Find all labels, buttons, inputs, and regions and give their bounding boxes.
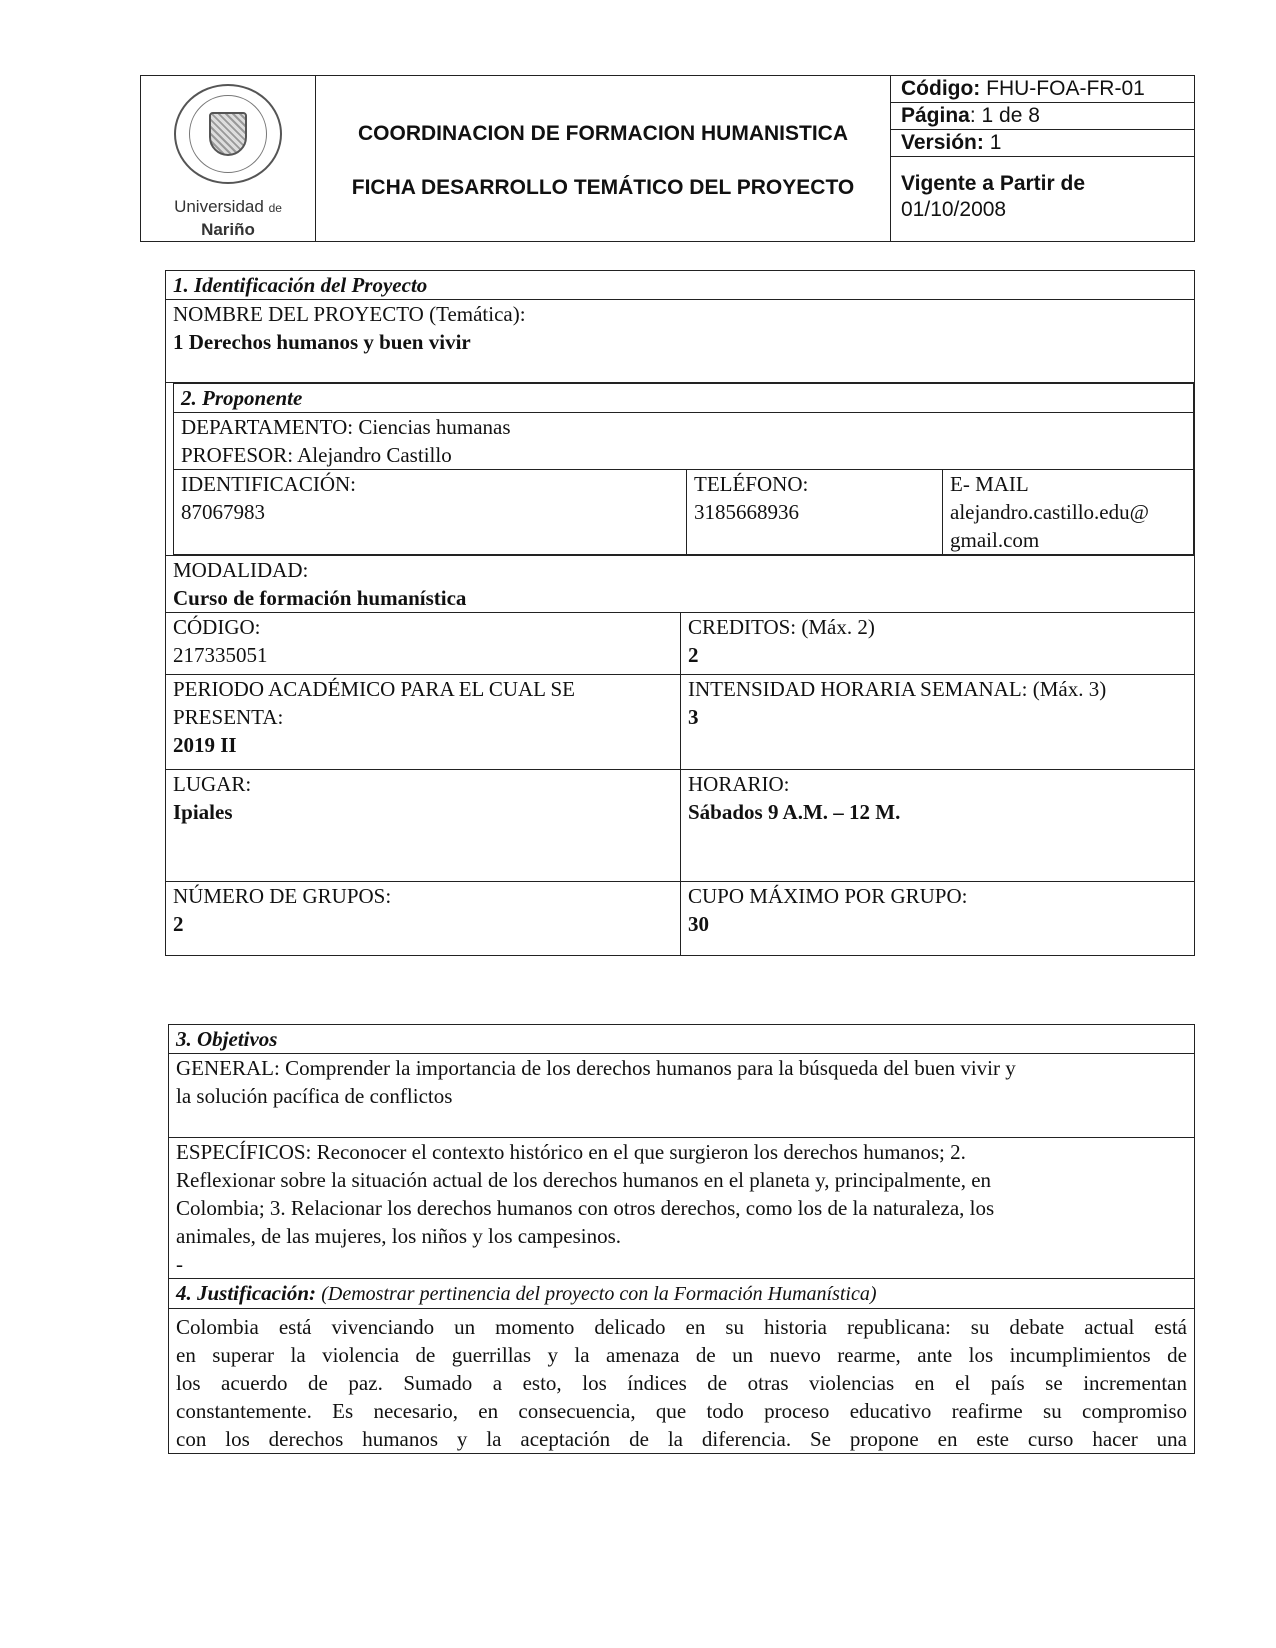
document-header <box>140 75 1195 242</box>
place-label: LUGAR: <box>173 772 252 796</box>
code-row: Código: FHU-FOA-FR-01 <box>891 76 1194 103</box>
groups-label: NÚMERO DE GRUPOS: <box>173 884 392 908</box>
capacity-value: 30 <box>688 912 709 936</box>
project-name-value: 1 Derechos humanos y buen vivir <box>173 330 471 354</box>
justification-line: Colombia está vivenciando un momento delicado en su historia republicana: su debate actual está <box>176 1315 1187 1339</box>
general-objective-line: la solución pacífica de conflictos <box>176 1084 453 1108</box>
header-titles <box>316 76 891 241</box>
period-cell <box>166 675 681 770</box>
identification-label: IDENTIFICACIÓN: <box>181 472 356 496</box>
form-title: FICHA DESARROLLO TEMÁTICO DEL PROYECTO <box>351 175 855 199</box>
schedule-value: Sábados 9 A.M. – 12 M. <box>688 800 901 824</box>
intensity-cell <box>681 675 1195 770</box>
groups-value: 2 <box>173 912 184 936</box>
intensity-value: 3 <box>688 705 699 729</box>
period-value: 2019 II <box>173 733 237 757</box>
specific-objective-line: Reflexionar sobre la situación actual de los derechos humanos en el planeta y, principalmente, en <box>176 1168 992 1192</box>
intensity-label: INTENSIDAD HORARIA SEMANAL: (Máx. 3) <box>688 677 1107 701</box>
professor: PROFESOR: Alejandro Castillo <box>181 443 452 467</box>
page-row: Página: 1 de 8 <box>891 103 1194 130</box>
specific-objectives-cell <box>169 1138 1195 1279</box>
proponent-table <box>173 383 1194 555</box>
general-objective-line: GENERAL: Comprender la importancia de los derechos humanos para la búsqueda del buen vivir y <box>176 1056 1016 1080</box>
version-row: Versión: 1 <box>891 130 1194 157</box>
justification-line: con los derechos humanos y la aceptación de la diferencia. Se propone en este curso hacer una <box>176 1427 1187 1451</box>
identification-cell <box>174 470 687 555</box>
specific-objective-line: - <box>176 1252 183 1276</box>
schedule-cell <box>681 770 1195 882</box>
section-4-note: (Demostrar pertinencia del proyecto con la Formación Humanística) <box>321 1283 877 1305</box>
identification-value: 87067983 <box>181 500 265 524</box>
phone-value: 3185668936 <box>694 500 799 524</box>
justification-line: constantemente. Es necesario, en consecuencia, que todo proceso educativo reafirme su compromiso <box>176 1399 1187 1423</box>
email-label: E- MAIL <box>950 472 1029 496</box>
credits-cell <box>681 613 1195 675</box>
section-2-heading: 2. Proponente <box>174 384 1194 413</box>
project-name-label: NOMBRE DEL PROYECTO (Temática): <box>173 302 526 326</box>
modality-cell <box>166 556 1195 613</box>
justification-line: en superar la violencia de guerrillas y la amenaza de un nuevo rearme, ante los incumplimientos de <box>176 1343 1187 1367</box>
specific-objective-line: animales, de las mujeres, los niños y los campesinos. <box>176 1224 622 1248</box>
objectives-justification-table <box>168 1024 1195 1454</box>
section-4-heading: 4. Justificación: <box>176 1281 316 1305</box>
phone-label: TELÉFONO: <box>694 472 809 496</box>
credits-label: CREDITOS: (Máx. 2) <box>688 615 875 639</box>
period-label: PERIODO ACADÉMICO PARA EL CUAL SE PRESENTA: <box>173 677 575 729</box>
phone-cell <box>687 470 943 555</box>
document-metadata <box>891 76 1194 241</box>
general-objective-cell <box>169 1054 1195 1138</box>
course-code-label: CÓDIGO: <box>173 615 261 639</box>
coordination-title: COORDINACION DE FORMACION HUMANISTICA <box>358 121 848 145</box>
department-professor-cell <box>174 413 1194 470</box>
university-logo <box>141 76 316 241</box>
capacity-label: CUPO MÁXIMO POR GRUPO: <box>688 884 968 908</box>
specific-objective-line: Colombia; 3. Relacionar los derechos humanos con otros derechos, como los de la naturaleza, los <box>176 1196 995 1220</box>
credits-value: 2 <box>688 643 699 667</box>
valid-from: Vigente a Partir de 01/10/2008 <box>901 172 1086 221</box>
project-identification-table <box>165 270 1195 956</box>
groups-cell <box>166 882 681 956</box>
email-cell <box>943 470 1194 555</box>
department: DEPARTAMENTO: Ciencias humanas <box>181 415 511 439</box>
capacity-cell <box>681 882 1195 956</box>
email-value: alejandro.castillo.edu@ gmail.com <box>950 500 1149 552</box>
project-name-cell <box>166 300 1195 383</box>
section-1-heading: 1. Identificación del Proyecto <box>166 271 1195 300</box>
justification-line: los acuerdo de paz. Sumado a esto, los índices de otras violencias en el país se incrementan <box>176 1371 1187 1395</box>
section-3-heading: 3. Objetivos <box>169 1025 1195 1054</box>
schedule-label: HORARIO: <box>688 772 790 796</box>
place-cell <box>166 770 681 882</box>
modality-value: Curso de formación humanística <box>173 586 467 610</box>
justification-text-cell <box>169 1309 1195 1454</box>
proponent-cell <box>166 383 1195 556</box>
course-code-cell <box>166 613 681 675</box>
place-value: Ipiales <box>173 800 233 824</box>
course-code-value: 217335051 <box>173 643 268 667</box>
section-4-heading-cell <box>169 1279 1195 1309</box>
university-seal-icon <box>174 84 282 184</box>
modality-label: MODALIDAD: <box>173 558 309 582</box>
specific-objective-line: ESPECÍFICOS: Reconocer el contexto histórico en el que surgieron los derechos humanos; 2. <box>176 1140 966 1164</box>
university-name: Universidad de Nariño <box>174 197 282 239</box>
